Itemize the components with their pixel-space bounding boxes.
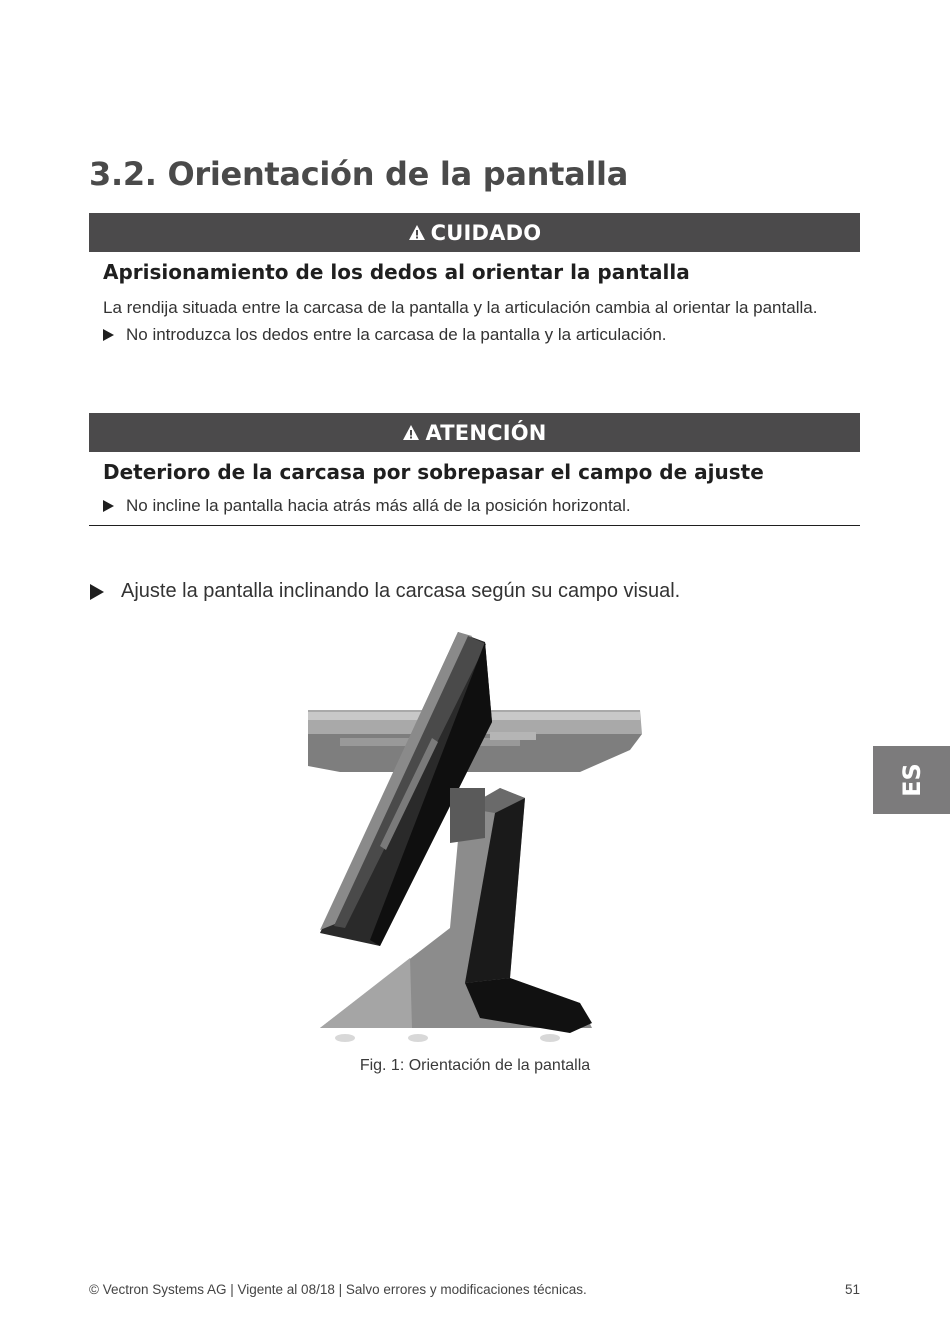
section-title: 3.2. Orientación de la pantalla xyxy=(89,155,629,193)
notice-caution-bar xyxy=(89,213,860,252)
notice-caution xyxy=(89,213,860,348)
notice-caution-text: La rendija situada entre la carcasa de la pantalla y la articulación cambia al orientar la pantalla. xyxy=(103,298,818,317)
notice-caution-bullet xyxy=(103,321,846,348)
language-tab xyxy=(873,746,950,814)
figure-caption: Fig. 1: Orientación de la pantalla xyxy=(359,1057,591,1074)
footer-copyright: © Vectron Systems AG | Vigente al 08/18 | Salvo errores y modificaciones técnicas. xyxy=(89,1282,587,1297)
instruction-step-text: Ajuste la pantalla inclinando la carcasa según su campo visual. xyxy=(121,580,681,602)
bullet-arrow-icon xyxy=(103,500,114,512)
notice-caution-bullet-text: No introduzca los dedos entre la carcasa de la pantalla y la articulación. xyxy=(126,325,667,344)
notice-attention-bullet-text: No incline la pantalla hacia atrás más allá de la posición horizontal. xyxy=(126,496,631,515)
warning-triangle-icon xyxy=(408,224,426,241)
notice-caution-heading: Aprisionamiento de los dedos al orientar la pantalla xyxy=(103,260,690,284)
terminal-illustration xyxy=(300,628,650,1048)
language-tab-label: ES xyxy=(897,763,926,797)
notice-caution-label: CUIDADO xyxy=(430,220,542,245)
notice-attention-bar xyxy=(89,413,860,452)
instruction-step xyxy=(90,580,680,603)
notice-attention-bullet xyxy=(103,492,846,519)
warning-triangle-icon xyxy=(402,424,420,441)
notice-attention-label: ATENCIÓN xyxy=(425,420,547,445)
notice-attention-heading: Deterioro de la carcasa por sobrepasar el campo de ajuste xyxy=(103,460,764,484)
bullet-arrow-icon xyxy=(103,329,114,341)
notice-attention xyxy=(89,413,860,526)
step-arrow-icon xyxy=(90,584,104,600)
page-number: 51 xyxy=(844,1282,860,1297)
